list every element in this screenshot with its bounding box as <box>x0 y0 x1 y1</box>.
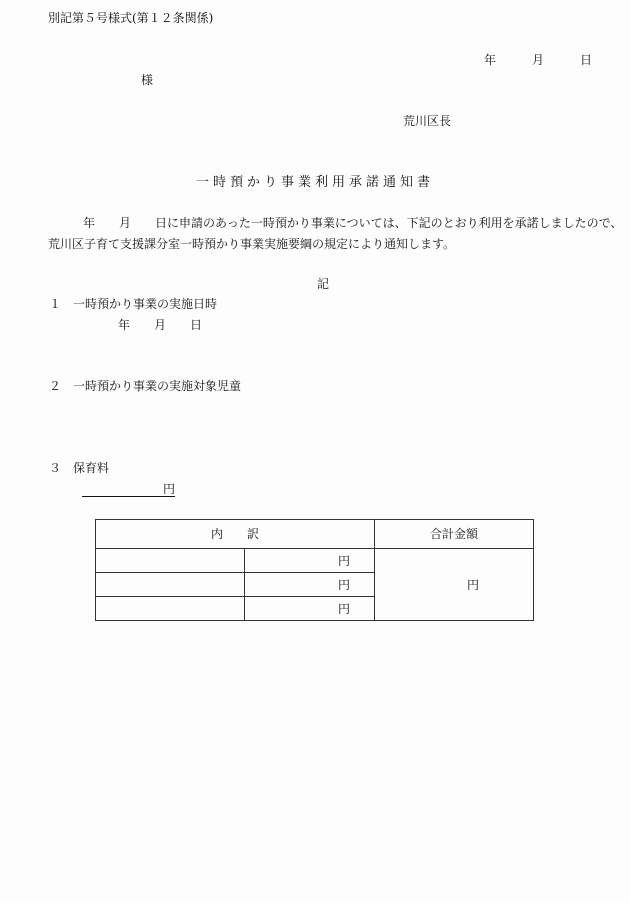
header-breakdown: 内 訳 <box>96 520 375 549</box>
form-number: 別記第５号様式(第１２条関係) <box>48 11 214 25</box>
body-text-line-1: 年 月 日に申請のあった一時預かり事業については、下記のとおり利用を承諾しましたので、 <box>83 216 623 230</box>
breakdown-amount-cell: 円 <box>245 573 375 597</box>
table-header-row <box>96 520 534 549</box>
date-line: 年 月 日 <box>484 53 593 67</box>
item2-heading: ２ 一時預かり事業の実施対象児童 <box>49 379 242 393</box>
total-amount-cell: 円 <box>375 549 534 621</box>
item1-date-field: 年 月 日 <box>118 318 203 332</box>
breakdown-item-cell <box>96 573 245 597</box>
item1-heading: １ 一時預かり事業の実施日時 <box>49 297 218 311</box>
breakdown-item-cell <box>96 549 245 573</box>
ki-marker: 記 <box>316 277 329 291</box>
body-text-line-2: 荒川区子育て支援課分室一時預かり事業実施要綱の規定により通知します。 <box>48 237 456 251</box>
document-title: 一時預かり事業利用承諾通知書 <box>195 175 434 190</box>
issuer-name: 荒川区長 <box>403 114 452 128</box>
table-row <box>96 549 534 573</box>
header-total: 合計金額 <box>375 520 534 549</box>
fee-amount-field <box>82 483 175 497</box>
fee-breakdown-table <box>95 519 534 621</box>
fee-unit: 円 <box>162 482 175 496</box>
breakdown-item-cell <box>96 597 245 621</box>
item3-heading: ３ 保育料 <box>49 461 110 475</box>
recipient-suffix: 様 <box>141 73 154 87</box>
breakdown-amount-cell: 円 <box>245 597 375 621</box>
breakdown-amount-cell: 円 <box>245 549 375 573</box>
